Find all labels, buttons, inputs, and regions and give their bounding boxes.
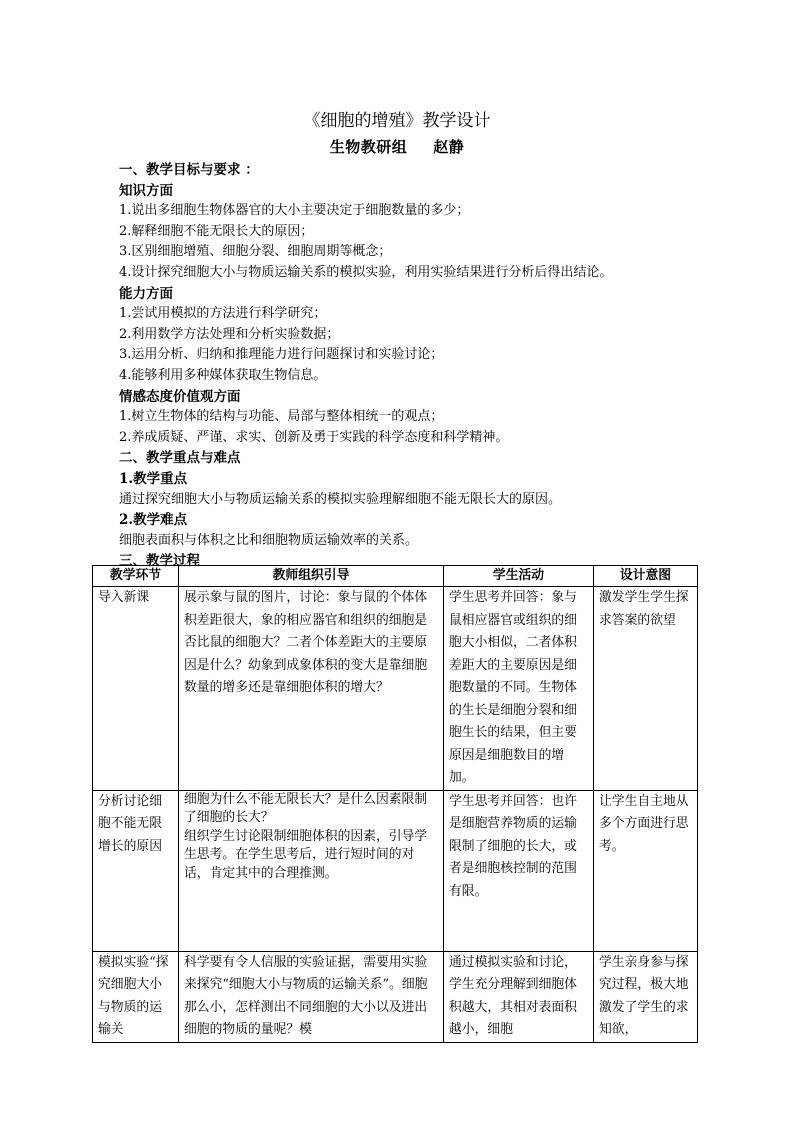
table-header-row [93,566,698,587]
section-heading: 三、教学过程 [119,553,200,570]
objective-item: 1.树立生物体的结构与功能、局部与整体相统一的观点； [119,409,444,425]
key-point-text: 通过探究细胞大小与物质运输关系的模拟实验理解细胞不能无限长大的原因。 [119,491,562,507]
section-heading: 一、教学目标与要求 ： [119,162,259,178]
subsection-heading: 2.教学难点 [119,512,188,529]
intent-cell: 激发学生学生探求答案的欲望 [594,587,698,791]
teacher-cell: 科学要有令人信服的实验证据，需要用实验来探究“细胞大小与物质的运输关系”。细胞那么小，怎样测出不同细胞的大小以及进出细胞的物质的量呢？模 [179,951,444,1042]
student-cell: 学生思考并回答：象与鼠相应器官或组织的细胞大小相似，二者体积差距大的主要原因是细胞数量的不同。生物体的生长是细胞分裂和细胞生长的结果，但主要原因是细胞数目的增加。 [444,587,594,791]
document-subtitle [0,136,794,157]
difficulty-text: 细胞表面积与体积之比和细胞物质运输效率的关系。 [119,532,419,548]
column-header: 教学环节 [93,566,179,587]
group-name: 生物教研组 [329,138,408,156]
subsection-heading: 能力方面 [119,285,173,302]
table-row [93,587,698,791]
author-name: 赵静 [433,138,465,156]
document-body [119,160,699,572]
section-heading: 二、教学重点与难点 [119,450,241,467]
document-title: 《细胞的增殖》教学设计 [303,111,491,131]
teacher-paragraph: 细胞为什么不能无限长大？是什么因素限制了细胞的长大？ [184,791,428,825]
objective-item: 2.利用数学方法处理和分析实验数据； [119,326,340,342]
teacher-cell [179,790,444,951]
teacher-cell: 展示象与鼠的图片，讨论：象与鼠的个体体积差距很大，象的相应器官和组织的细胞是否比鼠的细胞大？二者个体差距大的主要原因是什么？幼象到成象体积的变大是靠细胞数量的增多还是靠细胞体积的增大？ [179,587,444,791]
objective-item: 1.尝试用模拟的方法进行科学研究； [119,306,327,322]
column-header: 学生活动 [444,566,594,587]
column-header: 教师组织引导 [179,566,444,587]
teacher-paragraph: 组织学生讨论限制细胞体积的因素，引导学生思考。在学生思考后，进行短时间的对话，肯定其中的合理推测。 [184,828,428,881]
stage-cell: 模拟实验“探究细胞大小与物质的运输关 [93,951,179,1042]
intent-cell: 让学生自主地从多个方面进行思考。 [594,790,698,951]
table-row [93,951,698,1042]
objective-item: 3.运用分析、归纳和推理能力进行问题探讨和实验讨论； [119,347,444,363]
objective-item: 1.说出多细胞生物体器官的大小主要决定于细胞数量的多少； [119,203,470,219]
teaching-process-table [92,565,698,1043]
subsection-heading: 1.教学重点 [119,470,188,487]
intent-cell: 学生亲身参与探究过程，极大地激发了学生的求知欲， [594,951,698,1042]
objective-item: 3.区别细胞增殖、细胞分裂、细胞周期等概念； [119,244,392,260]
stage-cell: 导入新课 [93,587,179,791]
student-cell: 通过模拟实验和讨论，学生充分理解到细胞体积越大，其相对表面积越小，细胞 [444,951,594,1042]
stage-cell: 分析讨论细胞不能无限增长的原因 [93,790,179,951]
student-cell: 学生思考并回答：也许是细胞营养物质的运输限制了细胞的长大，或者是细胞核控制的范围有限。 [444,790,594,951]
objective-item: 4.能够利用多种媒体获取生物信息。 [119,367,327,383]
subsection-heading: 情感态度价值观方面 [119,388,241,405]
objective-item: 2.解释细胞不能无限长大的原因； [119,223,314,239]
objective-item: 2.养成质疑、严谨、求实、创新及勇于实践的科学态度和科学精神。 [119,429,509,445]
table-row [93,790,698,951]
objective-item: 4.设计探究细胞大小与物质运输关系的模拟实验，利用实验结果进行分析后得出结论。 [119,264,613,280]
column-header: 设计意图 [594,566,698,587]
subsection-heading: 知识方面 [119,182,173,199]
